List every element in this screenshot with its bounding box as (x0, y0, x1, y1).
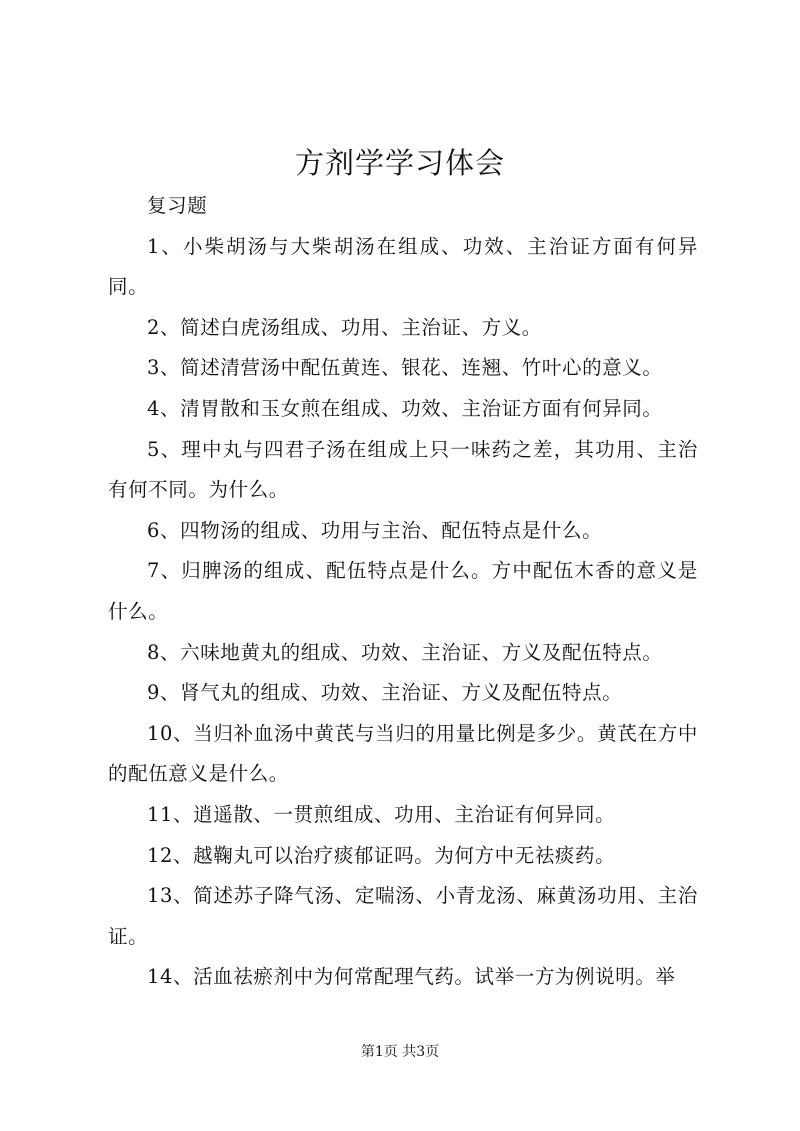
question-item: 2、简述白虎汤组成、功用、主治证、方义。 (147, 315, 542, 339)
question-item: 14、活血祛瘀剂中为何常配理气药。试举一方为例说明。举 (147, 965, 676, 989)
question-item: 8、六味地黄丸的组成、功效、主治证、方义及配伍特点。 (147, 640, 663, 664)
question-item: 9、肾气丸的组成、功效、主治证、方义及配伍特点。 (147, 681, 623, 705)
question-item: 3、简述清营汤中配伍黄连、银花、连翘、竹叶心的意义。 (147, 356, 663, 380)
question-item: 1、小柴胡汤与大柴胡汤在组成、功效、主治证方面有何异同。 (108, 234, 698, 299)
question-item: 5、理中丸与四君子汤在组成上只一味药之差，其功用、主治有何不同。为什么。 (108, 437, 698, 502)
question-item: 10、当归补血汤中黄芪与当归的用量比例是多少。黄芪在方中的配伍意义是什么。 (108, 721, 698, 786)
page-footer: 第1页 共3页 (360, 1044, 440, 1060)
document-body (108, 186, 698, 998)
question-item: 12、越鞠丸可以治疗痰郁证吗。为何方中无祛痰药。 (147, 843, 616, 867)
question-item: 11、逍遥散、一贯煎组成、功用、主治证有何异同。 (147, 802, 616, 826)
question-item: 4、清胃散和玉女煎在组成、功效、主治证方面有何异同。 (147, 396, 663, 420)
question-item: 7、归脾汤的组成、配伍特点是什么。方中配伍木香的意义是什么。 (108, 559, 698, 623)
section-heading: 复习题 (147, 194, 208, 217)
question-item: 13、简述苏子降气汤、定喘汤、小青龙汤、麻黄汤功用、主治证。 (108, 884, 698, 948)
question-item: 6、四物汤的组成、功用与主治、配伍特点是什么。 (147, 518, 603, 542)
document-title: 方剂学学习体会 (294, 146, 505, 180)
